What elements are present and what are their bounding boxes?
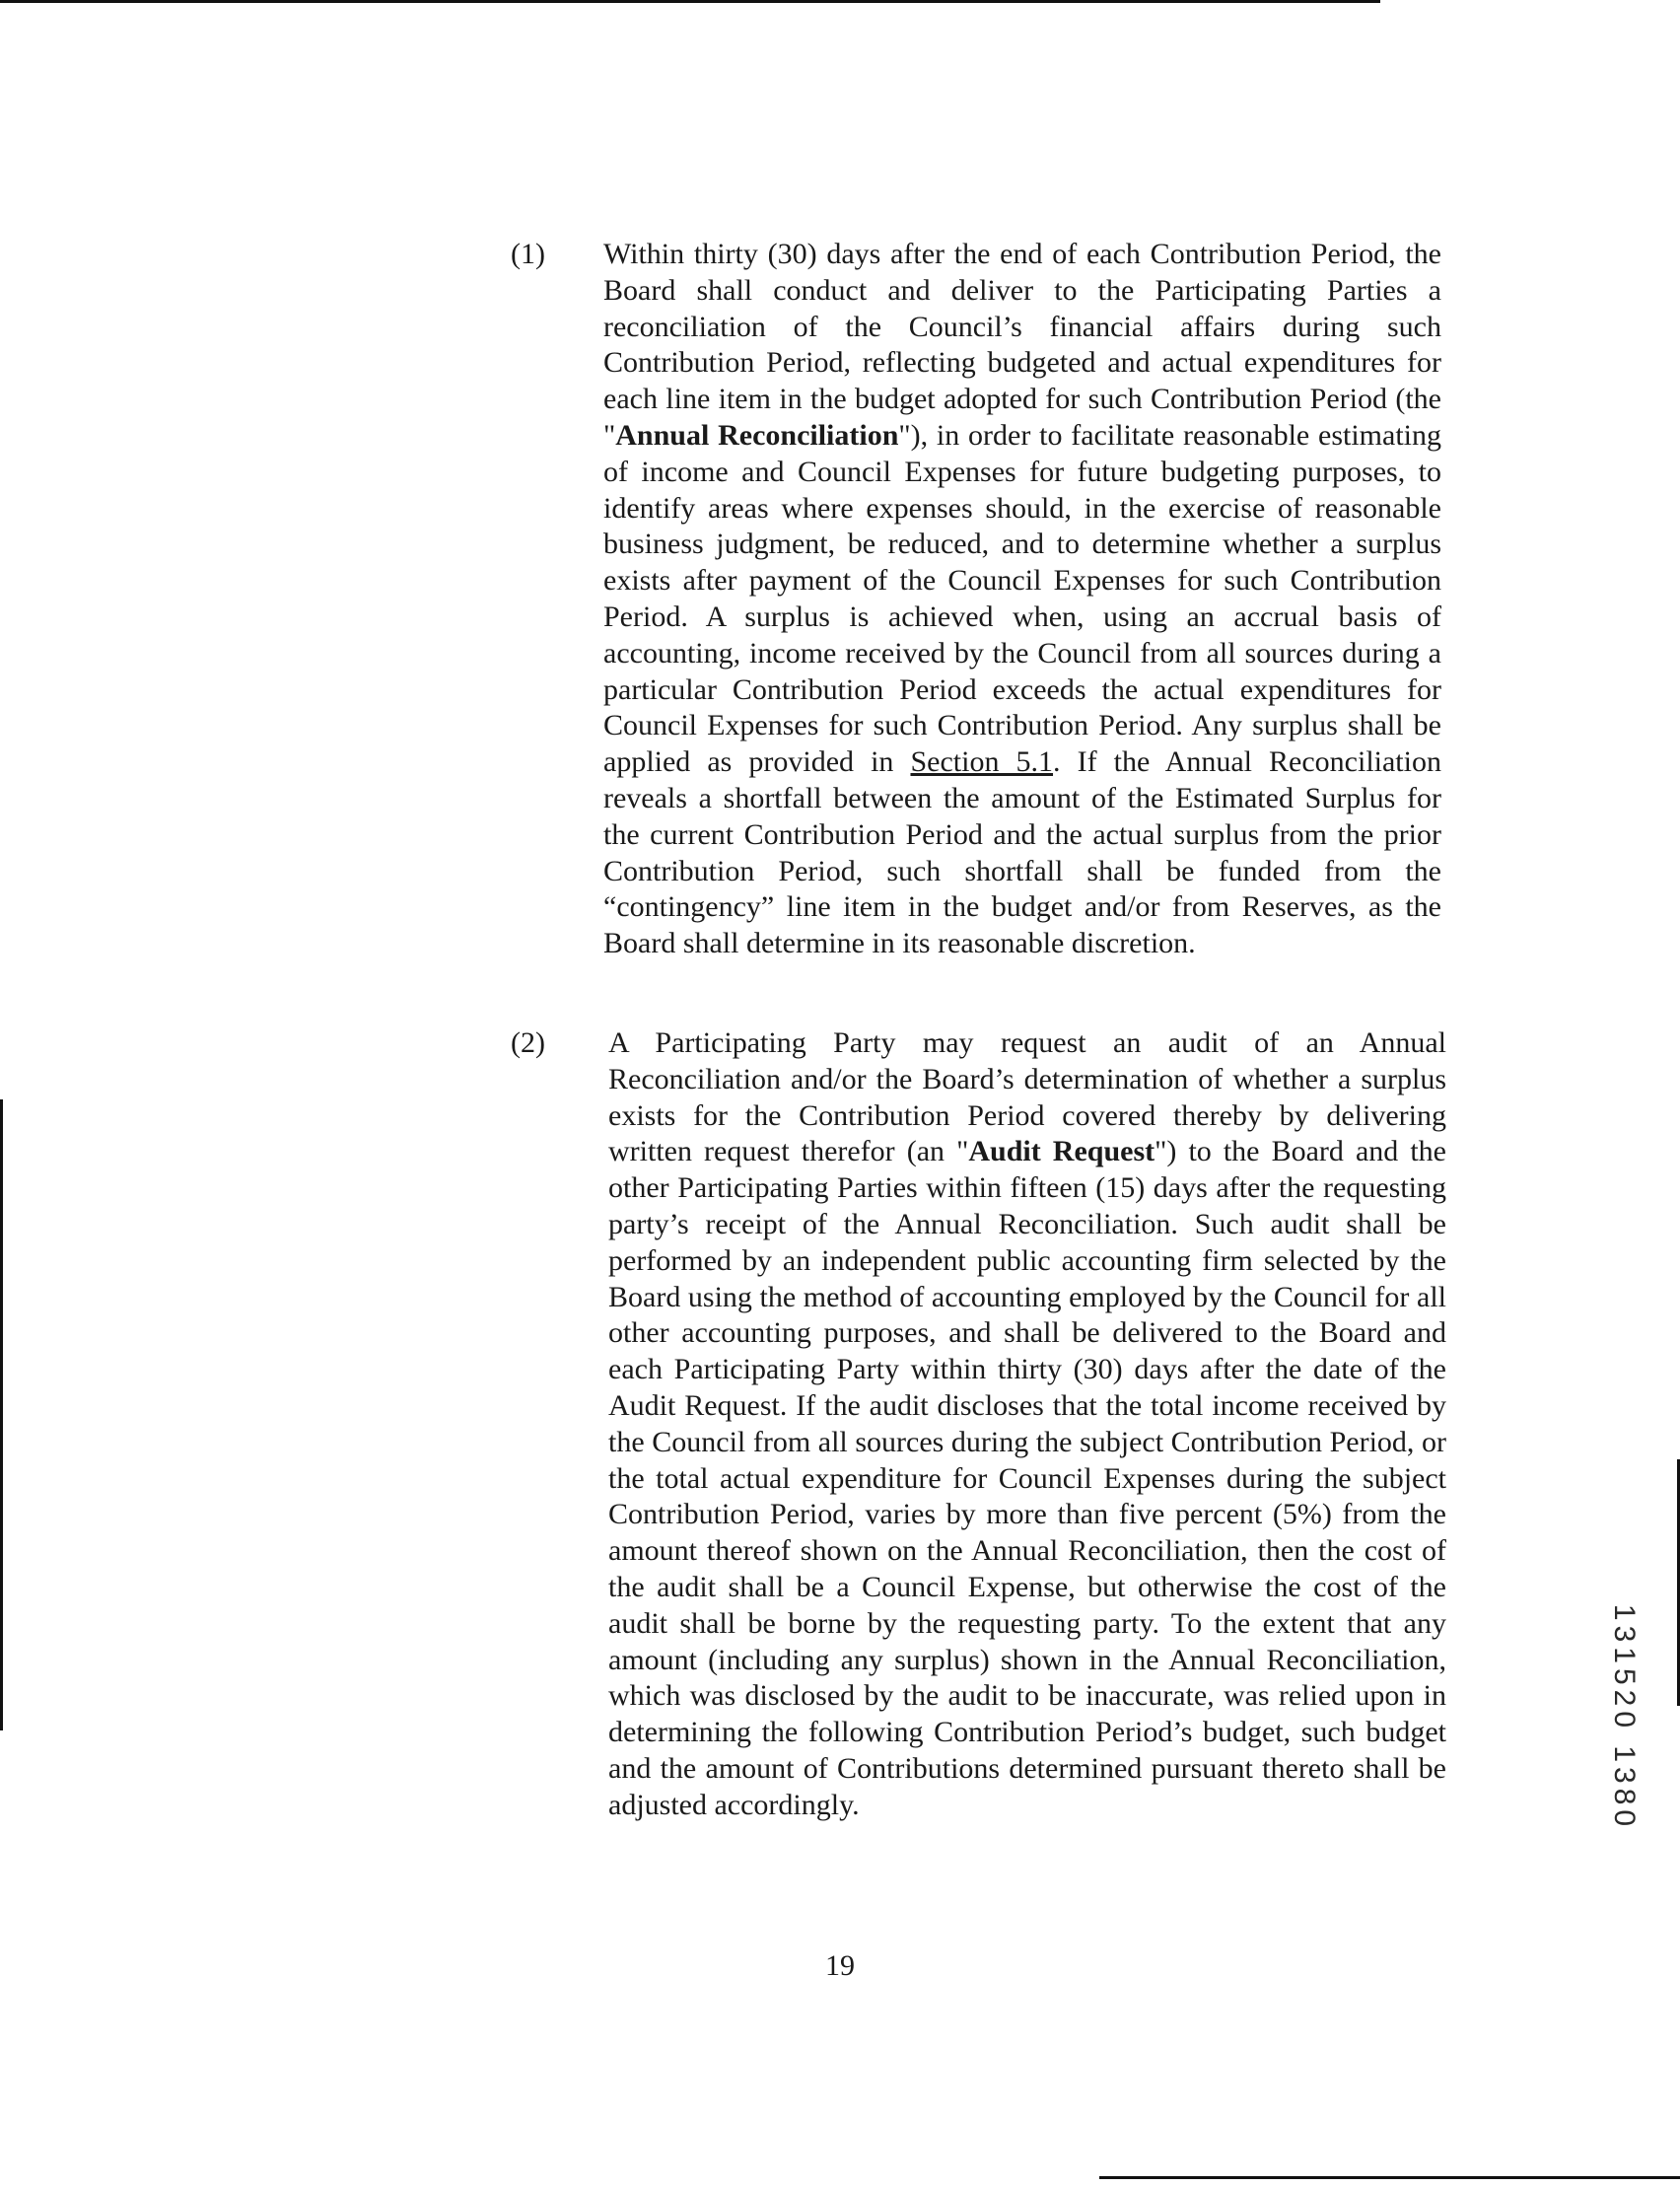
paragraph-text: . If the Annual Reconciliation reveals a shortfall between the amount of the Estimated Surplus for the current Contribution Period and the actual surplus from the prior Contribution Period, such shortfall shall be funded from the “contingency” line item in the budget and/or from Reserves, as the Board shall determine in its reasonable discretion. [603, 745, 1441, 960]
paragraph-text: Within thirty (30) days after the end of each Contribution Period, the Board shall conduct and deliver to the Participating Parties a reconciliation of the Council’s financial affairs during such Contribution Period, reflecting budgeted and actual expenditures for each line item in the budget adopted for such Contribution Period (the " [603, 238, 1441, 452]
paragraph-number: (1) [511, 238, 545, 270]
paragraph-text: ") to the Board and the other Participating Parties within fifteen (15) days after the requesting party’s receipt of the Annual Reconciliation. Such audit shall be performed by an independent public accounting firm selected by the Board using the method of accounting employed by the Council for all other accounting purposes, and shall be delivered to the Board and each Participating Party within thirty (30) days after the date of the Audit Request. If the audit discloses that the total income received by the Council from all sources during the subject Contribution Period, or the total actual expenditure for Council Expenses during the subject Contribution Period, varies by more than five percent (5%) from the amount thereof shown on the Annual Reconciliation, then the cost of the audit shall be a Council Expense, but otherwise the cost of the audit shall be borne by the requesting party. To the extent that any amount (including any surplus) shown in the Annual Reconciliation, which was disclosed by the audit to be inaccurate, was relied upon in determining the following Contribution Period’s budget, such budget and the amount of Contributions determined pursuant thereto shall be adjusted accordingly. [608, 1135, 1446, 1821]
scan-edge-bottom [1099, 2176, 1680, 2179]
paragraph-text: A Participating Party may request an audit of an Annual Reconciliation and/or the Board’s determination of whether a surplus exists for the Contribution Period covered thereby by delivering written request therefor (an " [608, 1026, 1446, 1168]
paragraph-number: (2) [511, 1026, 545, 1059]
defined-term: Audit Request [968, 1135, 1155, 1168]
paragraph-text: "), in order to facilitate reasonable estimating of income and Council Expenses for future budgeting purposes, to identify areas where expenses should, in the exercise of reasonable business judgment, be reduced, and to determine whether a surplus exists after payment of the Council Expenses for such Contribution Period. A surplus is achieved when, using an accrual basis of accounting, income received by the Council from all sources during a particular Contribution Period exceeds the actual expenditures for Council Expenses for such Contribution Period. Any surplus shall be applied as provided in [603, 418, 1441, 779]
paragraph-body [603, 237, 1441, 962]
bates-stamp [1604, 1589, 1644, 1846]
scan-edge-left [0, 1099, 3, 1730]
paragraph-body [608, 1025, 1446, 1824]
page-number: 19 [825, 1949, 855, 1982]
defined-term: Annual Reconciliation [615, 418, 899, 452]
scan-edge-top [0, 0, 1380, 3]
section-reference: Section 5.1 [910, 745, 1054, 779]
bates-stamp-text: 131520 1380 [1608, 1603, 1641, 1832]
